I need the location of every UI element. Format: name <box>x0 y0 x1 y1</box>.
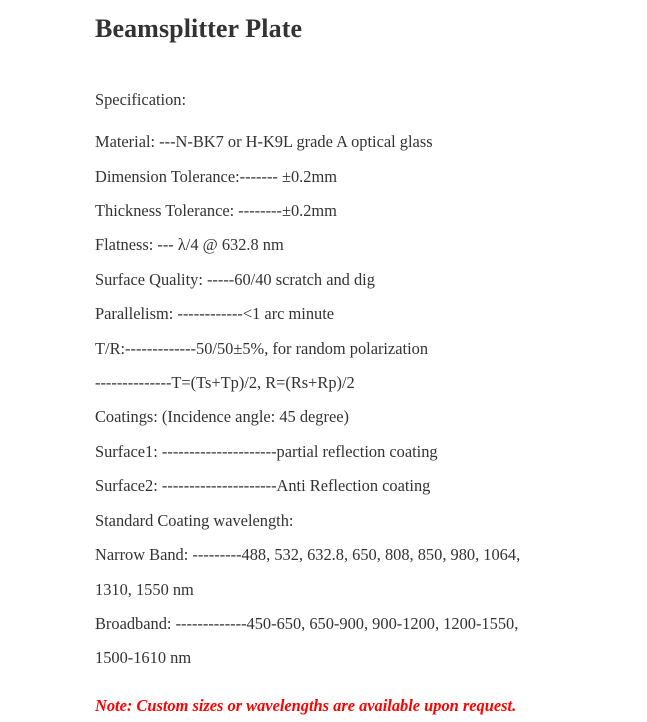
spec-flatness: Flatness: --- λ/4 @ 632.8 nm <box>95 235 284 254</box>
spec-transmission-reflection: T/R:-------------50/50±5%, for random polarization <box>95 339 429 358</box>
spec-heading: Specification: <box>95 90 187 109</box>
spec-material: Material: ---N-BK7 or H-K9L grade A optical glass <box>95 132 433 151</box>
custom-request-note: Note: Custom sizes or wavelengths are available upon request. <box>95 696 517 715</box>
spec-broadband: Broadband: -------------450-650, 650-900, 900-1200, 1200-1550, <box>95 614 519 633</box>
spec-coatings: Coatings: (Incidence angle: 45 degree) <box>95 407 349 426</box>
spec-broadband-cont: 1500-1610 nm <box>95 648 192 667</box>
spec-dimension-tolerance: Dimension Tolerance:------- ±0.2mm <box>95 167 337 186</box>
spec-standard-wavelength: Standard Coating wavelength: <box>95 511 294 530</box>
spec-tr-formula: --------------T=(Ts+Tp)/2, R=(Rs+Rp)/2 <box>95 373 355 392</box>
spec-thickness-tolerance: Thickness Tolerance: --------±0.2mm <box>95 201 337 220</box>
page-title: Beamsplitter Plate <box>95 14 303 43</box>
spec-parallelism: Parallelism: ------------<1 arc minute <box>95 304 335 323</box>
spec-surface2: Surface2: ---------------------Anti Reflection coating <box>95 476 431 495</box>
spec-narrow-band-cont: 1310, 1550 nm <box>95 580 194 599</box>
spec-surface1: Surface1: ---------------------partial reflection coating <box>95 442 438 461</box>
spec-narrow-band: Narrow Band: ---------488, 532, 632.8, 650, 808, 850, 980, 1064, <box>95 545 521 564</box>
spec-surface-quality: Surface Quality: -----60/40 scratch and dig <box>95 270 375 289</box>
